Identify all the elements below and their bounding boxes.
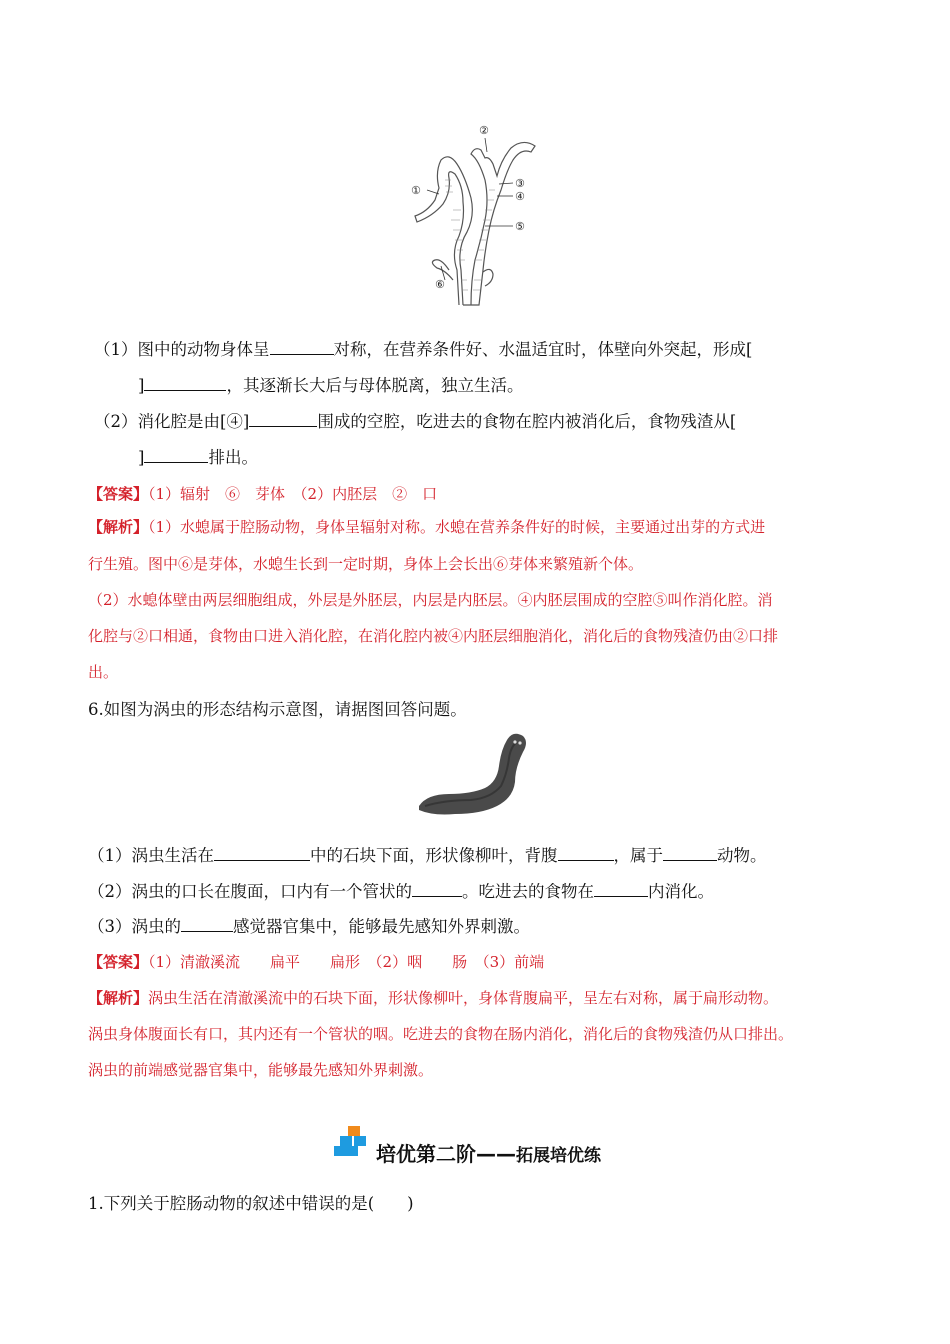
planaria-question-2: （2）涡虫的口长在腹面，口内有一个管状的 。吃进去的食物在 内消化。 bbox=[88, 882, 714, 901]
blank[interactable] bbox=[558, 844, 614, 861]
planaria-question-1: （1）涡虫生活在 中的石块下面，形状像柳叶，背腹 ，属于 动物。 bbox=[88, 846, 767, 865]
blank[interactable] bbox=[412, 880, 462, 897]
blank[interactable] bbox=[663, 844, 717, 861]
label-4: ④ bbox=[515, 190, 525, 203]
blank[interactable] bbox=[270, 338, 334, 355]
section-icon bbox=[334, 1126, 374, 1162]
blank[interactable] bbox=[594, 880, 648, 897]
blank[interactable] bbox=[249, 410, 317, 427]
planaria-analysis-line: 【解析】涡虫生活在清澈溪流中的石块下面，形状像柳叶，身体背腹扁平，呈左右对称，属于扁形动物。 bbox=[88, 989, 779, 1007]
hydra-question-1-line1: （1）图中的动物身体呈 对称，在营养条件好、水温适宜时，体壁向外突起，形成[ bbox=[94, 340, 753, 359]
blank[interactable] bbox=[144, 446, 208, 463]
blank[interactable] bbox=[214, 844, 310, 861]
label-2: ② bbox=[479, 124, 489, 137]
hydra-analysis-line: 行生殖。图中⑥是芽体，水螅生长到一定时期，身体上会长出⑥芽体来繁殖新个体。 bbox=[88, 555, 644, 573]
hydra-question-1-line2: ] ，其逐渐长大后与母体脱离，独立生活。 bbox=[138, 376, 524, 395]
hydra-diagram bbox=[405, 120, 545, 310]
label-1: ① bbox=[411, 184, 421, 197]
planaria-analysis-line: 涡虫的前端感觉器官集中，能够最先感知外界刺激。 bbox=[88, 1061, 434, 1079]
section-heading: 培优第二阶——拓展培优练 bbox=[376, 1142, 601, 1166]
label-3: ③ bbox=[515, 177, 525, 190]
label-6: ⑥ bbox=[435, 278, 445, 291]
question-1: 1.下列关于腔肠动物的叙述中错误的是( ) bbox=[88, 1194, 414, 1213]
hydra-analysis-line: 【解析】（1）水螅属于腔肠动物，身体呈辐射对称。水螅在营养条件好的时候，主要通过出芽的方式进 bbox=[88, 518, 766, 536]
planaria-question-3: （3）涡虫的 感觉器官集中，能够最先感知外界刺激。 bbox=[88, 917, 530, 936]
hydra-analysis-line: （2）水螅体壁由两层细胞组成，外层是外胚层，内层是内胚层。④内胚层围成的空腔⑤叫作消化腔。消 bbox=[88, 591, 773, 609]
hydra-question-2-line1: （2）消化腔是由[④] 围成的空腔，吃进去的食物在腔内被消化后，食物残渣从[ bbox=[94, 412, 737, 431]
hydra-answer: 【答案】（1）辐射 ⑥ 芽体 （2）内胚层 ② 口 bbox=[88, 485, 438, 503]
planaria-image bbox=[415, 728, 535, 820]
label-5: ⑤ bbox=[515, 220, 525, 233]
hydra-question-2-line2: ] 排出。 bbox=[138, 448, 258, 467]
planaria-analysis-line: 涡虫身体腹面长有口，其内还有一个管状的咽。吃进去的食物在肠内消化，消化后的食物残渣仍从口排出。 bbox=[88, 1025, 794, 1043]
planaria-title: 6.如图为涡虫的形态结构示意图，请据图回答问题。 bbox=[88, 700, 467, 719]
blank[interactable] bbox=[181, 915, 233, 932]
blank[interactable] bbox=[144, 374, 226, 391]
hydra-analysis-line: 化腔与②口相通，食物由口进入消化腔，在消化腔内被④内胚层细胞消化，消化后的食物残渣仍由②口排 bbox=[88, 627, 779, 645]
hydra-analysis-line: 出。 bbox=[88, 663, 119, 681]
planaria-answer: 【答案】（1）清澈溪流 扁平 扁形 （2）咽 肠 （3）前端 bbox=[88, 953, 545, 971]
